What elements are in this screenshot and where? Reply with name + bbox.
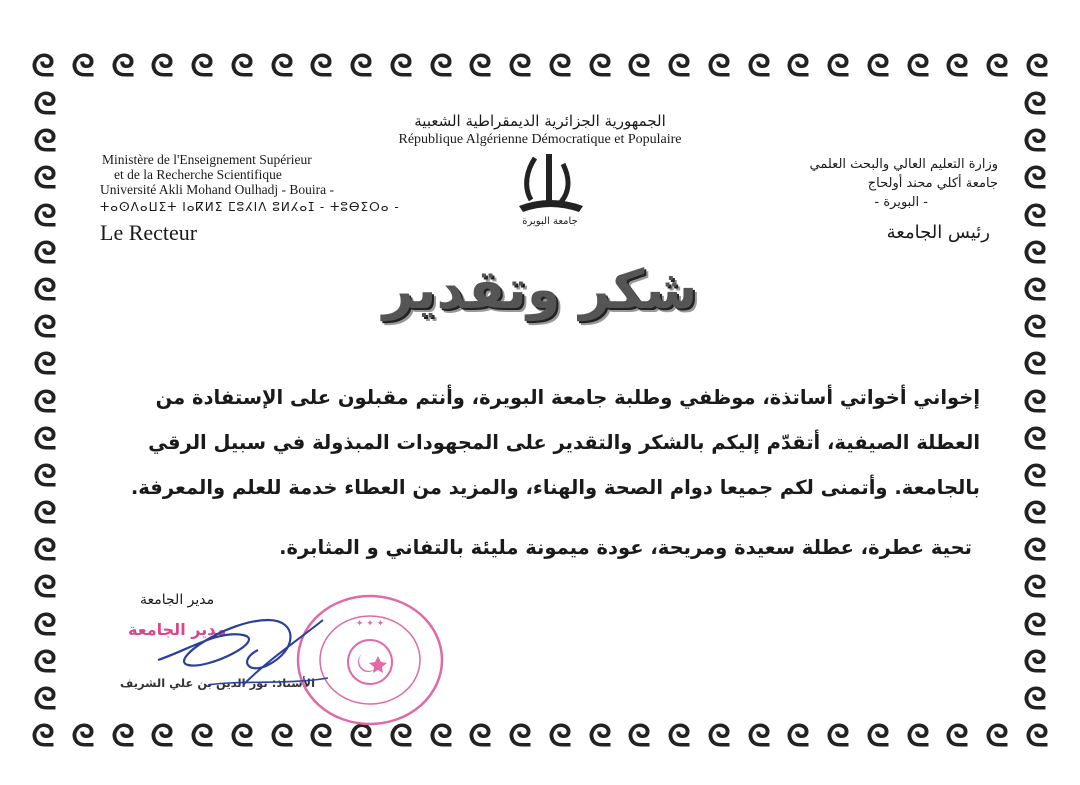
- university-name-tifinagh: ⵜⴰⵙⴷⴰⵡⵉⵜ ⵏⴰⴽⵍⵉ ⵎⵓⵃⵏⴷ ⵓⵍⵃⴰⵊ - ⵜⵓⴱⵉⵔⴰ -: [100, 200, 400, 214]
- spiral-ornament-icon: ᘓ: [1025, 49, 1049, 84]
- spiral-ornament-icon: ᘓ: [627, 49, 651, 84]
- director-title: مدير الجامعة: [140, 592, 215, 608]
- spiral-ornament-icon: ᘓ: [33, 644, 57, 680]
- spiral-ornament-icon: ᘓ: [786, 49, 810, 84]
- spiral-ornament-icon: ᘓ: [468, 719, 492, 754]
- spiral-ornament-icon: ᘓ: [866, 49, 890, 84]
- spiral-ornament-icon: ᘓ: [71, 719, 95, 754]
- spiral-ornament-icon: ᘓ: [230, 49, 254, 84]
- spiral-ornament-icon: ᘓ: [190, 719, 214, 754]
- rector-title-french: Le Recteur: [100, 220, 198, 245]
- spiral-ornament-icon: ᘓ: [389, 719, 413, 754]
- spiral-ornament-icon: ᘓ: [1023, 421, 1047, 457]
- spiral-ornament-icon: ᘓ: [428, 719, 453, 754]
- spiral-ornament-icon: ᘓ: [1023, 235, 1047, 271]
- message-line-1: إخواني أخواتي أساتذة، موظفي وطلبة جامعة البويرة، وأنتم مقبلون على الإستفادة من: [155, 386, 980, 409]
- spiral-ornament-icon: ᘓ: [1023, 347, 1047, 383]
- spiral-ornament-icon: ᘓ: [1023, 570, 1047, 606]
- spiral-ornament-icon: ᘓ: [548, 719, 572, 754]
- spiral-ornament-icon: ᘓ: [508, 719, 532, 754]
- spiral-ornament-icon: ᘓ: [428, 49, 453, 84]
- spiral-ornament-icon: ᘓ: [707, 49, 731, 84]
- spiral-ornament-icon: ᘓ: [1023, 384, 1047, 420]
- ministry-block-arabic: [668, 155, 998, 212]
- spiral-ornament-icon: ᘓ: [866, 719, 890, 754]
- spiral-ornament-icon: ᘓ: [905, 719, 930, 754]
- spiral-ornament-icon: ᘓ: [945, 49, 969, 84]
- spiral-ornament-icon: ᘓ: [389, 49, 413, 84]
- spiral-ornament-icon: ᘓ: [667, 719, 691, 754]
- university-logo: [505, 150, 595, 228]
- spiral-ornament-icon: ᘓ: [33, 310, 57, 346]
- spiral-ornament-icon: ᘓ: [786, 719, 810, 754]
- spiral-ornament-icon: ᘓ: [1023, 607, 1047, 643]
- spiral-ornament-icon: ᘓ: [1023, 161, 1047, 197]
- spiral-ornament-icon: ᘓ: [667, 49, 691, 84]
- spiral-ornament-icon: ᘓ: [33, 198, 57, 234]
- spiral-ornament-icon: ᘓ: [33, 570, 57, 606]
- director-stamp-title: مدير الجامعة: [128, 620, 227, 639]
- spiral-ornament-icon: ᘓ: [1023, 87, 1047, 122]
- border-left: [30, 87, 60, 717]
- spiral-ornament-icon: ᘓ: [33, 87, 57, 122]
- director-name: الأستاذ: نور الدين بن علي الشريف: [120, 676, 316, 690]
- spiral-ornament-icon: ᘓ: [1023, 272, 1047, 308]
- spiral-ornament-icon: ᘓ: [826, 719, 850, 754]
- spiral-ornament-icon: ᘓ: [587, 719, 612, 754]
- spiral-ornament-icon: ᘓ: [190, 49, 214, 84]
- rector-title-arabic: رئيس الجامعة: [886, 222, 990, 243]
- spiral-ornament-icon: ᘓ: [985, 719, 1009, 754]
- spiral-ornament-icon: ᘓ: [349, 719, 373, 754]
- spiral-ornament-icon: ᘓ: [309, 49, 333, 84]
- spiral-ornament-icon: ᘓ: [33, 272, 57, 308]
- spiral-ornament-icon: ᘓ: [905, 49, 930, 84]
- spiral-ornament-icon: ᘓ: [269, 719, 294, 754]
- spiral-ornament-icon: ᘓ: [230, 719, 254, 754]
- republic-title-arabic: الجمهورية الجزائرية الديمقراطية الشعبية: [414, 112, 666, 130]
- spiral-ornament-icon: ᘓ: [945, 719, 969, 754]
- spiral-ornament-icon: ᘓ: [1025, 719, 1049, 754]
- spiral-ornament-icon: ᘓ: [1023, 533, 1047, 569]
- spiral-ornament-icon: ᘓ: [1023, 682, 1047, 717]
- ministry-line-1: Ministère de l'Enseignement Supérieur: [102, 152, 312, 167]
- spiral-ornament-icon: ᘓ: [707, 719, 731, 754]
- ministry-name-arabic: وزارة التعليم العالي والبحث العلمي: [809, 157, 998, 172]
- spiral-ornament-icon: ᘓ: [33, 161, 57, 197]
- border-bottom: [28, 719, 1052, 754]
- ministry-line-2: et de la Recherche Scientifique: [114, 167, 282, 182]
- university-name-french: Université Akli Mohand Oulhadj - Bouira -: [100, 182, 334, 197]
- spiral-ornament-icon: ᘓ: [33, 682, 57, 717]
- spiral-ornament-icon: ᘓ: [508, 49, 532, 84]
- spiral-ornament-icon: ᘓ: [33, 533, 57, 569]
- spiral-ornament-icon: ᘓ: [33, 347, 57, 383]
- spiral-ornament-icon: ᘓ: [746, 49, 771, 84]
- spiral-ornament-icon: ᘓ: [33, 235, 57, 271]
- spiral-ornament-icon: ᘓ: [33, 421, 57, 457]
- closing-greeting: تحية عطرة، عطلة سعيدة ومريحة، عودة ميمونة مليئة بالتفاني و المثابرة.: [279, 536, 972, 559]
- spiral-ornament-icon: ᘓ: [468, 49, 492, 84]
- city-name-arabic: - البويرة -: [874, 195, 928, 210]
- republic-title-french: République Algérienne Démocratique et Populaire: [398, 132, 682, 147]
- spiral-ornament-icon: ᘓ: [746, 719, 771, 754]
- spiral-ornament-icon: ᘓ: [309, 719, 333, 754]
- spiral-ornament-icon: ᘓ: [150, 49, 174, 84]
- spiral-ornament-icon: ᘓ: [1023, 458, 1047, 494]
- spiral-ornament-icon: ᘓ: [33, 384, 57, 420]
- message-line-2: العطلة الصيفية، أتقدّم إليكم بالشكر والتقدير على المجهودات المبذولة في سبيل الرقي: [148, 431, 980, 454]
- logo-caption: جامعة البويرة: [522, 216, 578, 227]
- spiral-ornament-icon: ᘓ: [1023, 496, 1047, 532]
- spiral-ornament-icon: ᘓ: [269, 49, 294, 84]
- spiral-ornament-icon: ᘓ: [71, 49, 95, 84]
- spiral-ornament-icon: ᘓ: [587, 49, 612, 84]
- ministry-block-french: [100, 152, 460, 215]
- svg-text:✦ ✦ ✦: ✦ ✦ ✦: [355, 619, 385, 629]
- spiral-ornament-icon: ᘓ: [1023, 124, 1047, 160]
- spiral-ornament-icon: ᘓ: [33, 124, 57, 160]
- spiral-ornament-icon: ᘓ: [826, 49, 850, 84]
- spiral-ornament-icon: ᘓ: [33, 458, 57, 494]
- spiral-ornament-icon: ᘓ: [627, 719, 651, 754]
- spiral-ornament-icon: ᘓ: [150, 719, 174, 754]
- message-body: [100, 375, 980, 510]
- spiral-ornament-icon: ᘓ: [1023, 644, 1047, 680]
- border-right: [1020, 87, 1050, 717]
- certificate-title: شكر وتقدير: [382, 258, 698, 321]
- message-line-3: بالجامعة. وأتمنى لكم جميعا دوام الصحة والهناء، والمزيد من العطاء خدمة للعلم والمعرفة.: [130, 476, 980, 499]
- spiral-ornament-icon: ᘓ: [33, 607, 57, 643]
- spiral-ornament-icon: ᘓ: [31, 719, 55, 754]
- border-top: [28, 49, 1052, 84]
- spiral-ornament-icon: ᘓ: [110, 719, 135, 754]
- spiral-ornament-icon: ᘓ: [110, 49, 135, 84]
- spiral-ornament-icon: ᘓ: [33, 496, 57, 532]
- spiral-ornament-icon: ᘓ: [349, 49, 373, 84]
- university-name-arabic: جامعة أكلي محند أولحاج: [867, 176, 998, 191]
- spiral-ornament-icon: ᘓ: [31, 49, 55, 84]
- handwritten-signature: [148, 590, 368, 700]
- spiral-ornament-icon: ᘓ: [1023, 198, 1047, 234]
- spiral-ornament-icon: ᘓ: [1023, 310, 1047, 346]
- spiral-ornament-icon: ᘓ: [985, 49, 1009, 84]
- spiral-ornament-icon: ᘓ: [548, 49, 572, 84]
